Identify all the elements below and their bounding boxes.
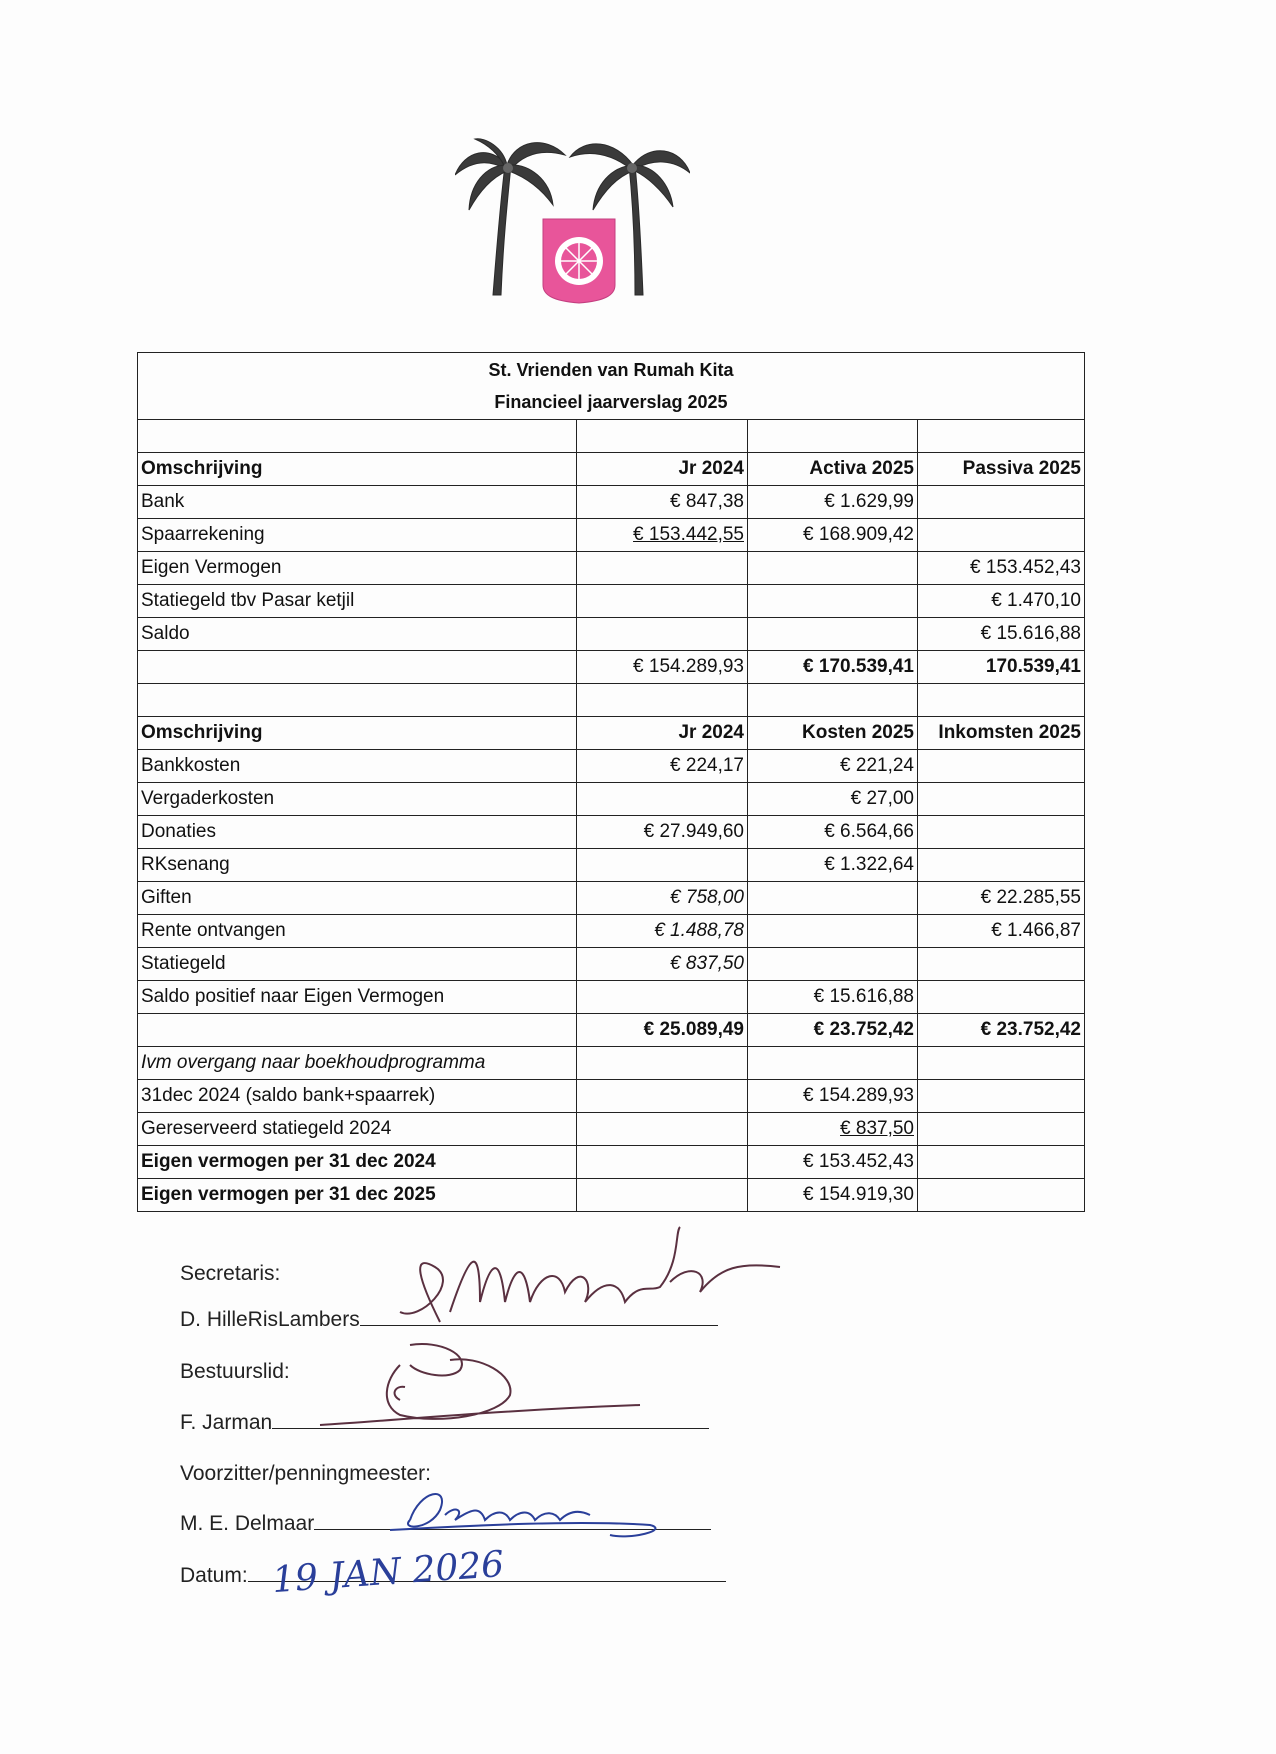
value-cell bbox=[577, 1080, 748, 1113]
financial-report-table bbox=[137, 352, 1085, 1212]
value-cell bbox=[918, 849, 1085, 882]
row-label: Rente ontvangen bbox=[138, 915, 577, 948]
value-cell: € 847,38 bbox=[577, 486, 748, 519]
value-cell bbox=[918, 519, 1085, 552]
value-cell: € 22.285,55 bbox=[918, 882, 1085, 915]
table-row bbox=[138, 1146, 1085, 1179]
row-label: Spaarrekening bbox=[138, 519, 577, 552]
results-total-row bbox=[138, 1014, 1085, 1047]
row-label: Saldo positief naar Eigen Vermogen bbox=[138, 981, 577, 1014]
value-cell bbox=[577, 981, 748, 1014]
row-label: Donaties bbox=[138, 816, 577, 849]
value-cell bbox=[577, 552, 748, 585]
value-cell: € 224,17 bbox=[577, 750, 748, 783]
blank-row bbox=[138, 420, 1085, 453]
value-cell: € 154.289,93 bbox=[748, 1080, 918, 1113]
value-cell bbox=[748, 552, 918, 585]
board-role: Bestuurslid: bbox=[180, 1360, 290, 1383]
secretary-signature bbox=[380, 1222, 800, 1342]
value-cell: € 15.616,88 bbox=[748, 981, 918, 1014]
table-row bbox=[138, 486, 1085, 519]
col-header: Kosten 2025 bbox=[748, 717, 918, 750]
value-cell: € 15.616,88 bbox=[918, 618, 1085, 651]
value-cell bbox=[748, 915, 918, 948]
row-label: 31dec 2024 (saldo bank+spaarrek) bbox=[138, 1080, 577, 1113]
col-header: Omschrijving bbox=[138, 453, 577, 486]
total-cell: € 25.089,49 bbox=[577, 1014, 748, 1047]
balance-header-row bbox=[138, 453, 1085, 486]
total-cell: 170.539,41 bbox=[918, 651, 1085, 684]
value-cell bbox=[918, 486, 1085, 519]
col-header: Inkomsten 2025 bbox=[918, 717, 1085, 750]
col-header: Jr 2024 bbox=[577, 717, 748, 750]
col-header: Passiva 2025 bbox=[918, 453, 1085, 486]
value-cell: € 1.322,64 bbox=[748, 849, 918, 882]
col-header: Jr 2024 bbox=[577, 453, 748, 486]
table-row bbox=[138, 618, 1085, 651]
value-cell bbox=[748, 882, 918, 915]
value-cell bbox=[577, 1113, 748, 1146]
total-cell: € 154.289,93 bbox=[577, 651, 748, 684]
value-cell bbox=[577, 1146, 748, 1179]
table-row bbox=[138, 1080, 1085, 1113]
table-row bbox=[138, 750, 1085, 783]
value-cell: € 1.470,10 bbox=[918, 585, 1085, 618]
col-header: Omschrijving bbox=[138, 717, 577, 750]
total-cell: € 170.539,41 bbox=[748, 651, 918, 684]
value-cell: € 837,50 bbox=[748, 1113, 918, 1146]
value-cell bbox=[577, 1179, 748, 1212]
table-row bbox=[138, 783, 1085, 816]
row-label: Giften bbox=[138, 882, 577, 915]
value-cell bbox=[577, 849, 748, 882]
palm-trees-logo bbox=[455, 135, 690, 305]
title-row bbox=[138, 353, 1085, 420]
value-cell: € 837,50 bbox=[577, 948, 748, 981]
value-cell: € 758,00 bbox=[577, 882, 748, 915]
value-cell bbox=[918, 981, 1085, 1014]
value-cell bbox=[918, 750, 1085, 783]
col-header: Activa 2025 bbox=[748, 453, 918, 486]
secretary-name: D. HilleRisLambers bbox=[180, 1308, 360, 1331]
transition-note-row bbox=[138, 1047, 1085, 1080]
org-name: St. Vrienden van Rumah Kita bbox=[488, 360, 734, 380]
total-cell: € 23.752,42 bbox=[748, 1014, 918, 1047]
date-label: Datum: bbox=[180, 1564, 248, 1587]
value-cell bbox=[918, 783, 1085, 816]
chair-role: Voorzitter/penningmeester: bbox=[180, 1462, 431, 1485]
total-cell: € 23.752,42 bbox=[918, 1014, 1085, 1047]
table-row bbox=[138, 552, 1085, 585]
value-cell: € 1.629,99 bbox=[748, 486, 918, 519]
transition-note: Ivm overgang naar boekhoudprogramma bbox=[138, 1047, 577, 1080]
row-label: RKsenang bbox=[138, 849, 577, 882]
value-cell: € 27.949,60 bbox=[577, 816, 748, 849]
row-label: Statiegeld tbv Pasar ketjil bbox=[138, 585, 577, 618]
row-label: Bank bbox=[138, 486, 577, 519]
value-cell bbox=[577, 783, 748, 816]
table-row bbox=[138, 585, 1085, 618]
value-cell: € 154.919,30 bbox=[748, 1179, 918, 1212]
row-label: Bankkosten bbox=[138, 750, 577, 783]
table-row bbox=[138, 1113, 1085, 1146]
balance-total-row bbox=[138, 651, 1085, 684]
value-cell bbox=[577, 585, 748, 618]
value-cell bbox=[918, 816, 1085, 849]
row-label: Gereserveerd statiegeld 2024 bbox=[138, 1113, 577, 1146]
table-row bbox=[138, 948, 1085, 981]
value-cell: € 27,00 bbox=[748, 783, 918, 816]
row-label: Eigen vermogen per 31 dec 2024 bbox=[138, 1146, 577, 1179]
table-row bbox=[138, 981, 1085, 1014]
value-cell bbox=[918, 1080, 1085, 1113]
value-cell: € 221,24 bbox=[748, 750, 918, 783]
row-label: Vergaderkosten bbox=[138, 783, 577, 816]
date-handwritten: 19 JAN 2026 bbox=[270, 1543, 506, 1602]
value-cell bbox=[918, 1146, 1085, 1179]
value-cell bbox=[748, 618, 918, 651]
value-cell bbox=[918, 1179, 1085, 1212]
chair-name: M. E. Delmaar bbox=[180, 1512, 315, 1535]
value-cell bbox=[918, 1113, 1085, 1146]
results-header-row bbox=[138, 717, 1085, 750]
value-cell: € 153.442,55 bbox=[577, 519, 748, 552]
table-row bbox=[138, 1179, 1085, 1212]
value-cell: € 153.452,43 bbox=[748, 1146, 918, 1179]
value-cell bbox=[918, 948, 1085, 981]
value-cell bbox=[577, 618, 748, 651]
table-row bbox=[138, 519, 1085, 552]
secretary-role: Secretaris: bbox=[180, 1262, 281, 1285]
board-name: F. Jarman bbox=[180, 1411, 273, 1434]
table-row bbox=[138, 915, 1085, 948]
chair-signature bbox=[330, 1480, 710, 1550]
board-signature bbox=[300, 1325, 660, 1435]
row-label: Statiegeld bbox=[138, 948, 577, 981]
row-label: Eigen vermogen per 31 dec 2025 bbox=[138, 1179, 577, 1212]
table-row bbox=[138, 816, 1085, 849]
value-cell: € 153.452,43 bbox=[918, 552, 1085, 585]
value-cell: € 168.909,42 bbox=[748, 519, 918, 552]
value-cell: € 1.488,78 bbox=[577, 915, 748, 948]
value-cell bbox=[748, 948, 918, 981]
value-cell: € 6.564,66 bbox=[748, 816, 918, 849]
value-cell bbox=[748, 585, 918, 618]
report-title: Financieel jaarverslag 2025 bbox=[494, 392, 728, 412]
blank-row bbox=[138, 684, 1085, 717]
table-row bbox=[138, 849, 1085, 882]
table-row bbox=[138, 882, 1085, 915]
row-label: Saldo bbox=[138, 618, 577, 651]
value-cell: € 1.466,87 bbox=[918, 915, 1085, 948]
row-label: Eigen Vermogen bbox=[138, 552, 577, 585]
